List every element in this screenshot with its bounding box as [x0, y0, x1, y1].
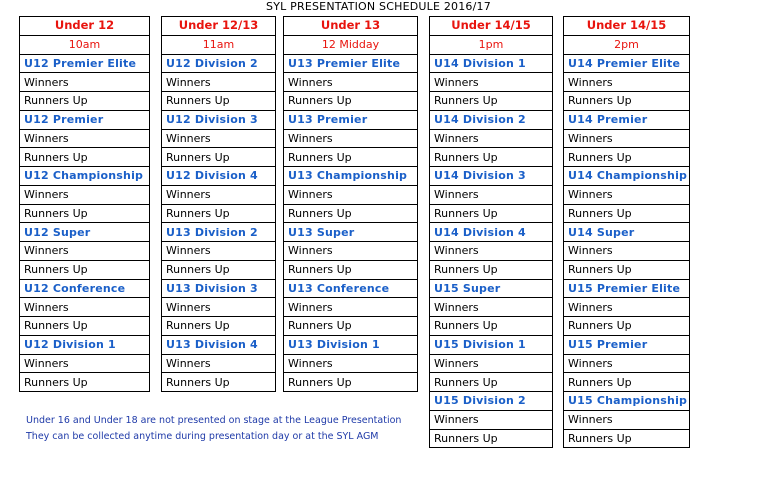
division-name: U15 Super	[430, 279, 553, 298]
runners-up-label: Runners Up	[20, 148, 150, 167]
runners-up-label: Runners Up	[430, 373, 553, 392]
division-name: U15 Premier	[564, 335, 690, 354]
runners-up-label: Runners Up	[430, 317, 553, 336]
winners-label: Winners	[162, 73, 276, 92]
division-name: U13 Division 3	[162, 279, 276, 298]
division-name: U12 Premier	[20, 110, 150, 129]
division-name: U14 Division 4	[430, 223, 553, 242]
division-name: U13 Championship	[284, 167, 418, 186]
winners-label: Winners	[564, 242, 690, 261]
schedule-column-under-12	[19, 16, 150, 392]
division-name: U14 Premier Elite	[564, 54, 690, 73]
division-name: U15 Premier Elite	[564, 279, 690, 298]
runners-up-label: Runners Up	[284, 373, 418, 392]
column-time: 11am	[162, 35, 276, 54]
winners-label: Winners	[284, 354, 418, 373]
division-name: U12 Division 3	[162, 110, 276, 129]
winners-label: Winners	[564, 354, 690, 373]
division-name: U14 Division 3	[430, 167, 553, 186]
runners-up-label: Runners Up	[564, 92, 690, 111]
winners-label: Winners	[564, 129, 690, 148]
division-name: U13 Super	[284, 223, 418, 242]
winners-label: Winners	[20, 73, 150, 92]
division-name: U13 Premier	[284, 110, 418, 129]
runners-up-label: Runners Up	[20, 260, 150, 279]
division-name: U12 Division 2	[162, 54, 276, 73]
runners-up-label: Runners Up	[564, 148, 690, 167]
division-name: U14 Premier	[564, 110, 690, 129]
division-name: U13 Conference	[284, 279, 418, 298]
runners-up-label: Runners Up	[162, 92, 276, 111]
winners-label: Winners	[430, 298, 553, 317]
runners-up-label: Runners Up	[162, 373, 276, 392]
winners-label: Winners	[20, 354, 150, 373]
schedule-column-under-14-15-2pm	[563, 16, 690, 448]
runners-up-label: Runners Up	[564, 317, 690, 336]
division-name: U12 Championship	[20, 167, 150, 186]
runners-up-label: Runners Up	[20, 204, 150, 223]
column-heading: Under 14/15	[564, 17, 690, 36]
winners-label: Winners	[20, 129, 150, 148]
division-name: U13 Premier Elite	[284, 54, 418, 73]
division-name: U14 Division 2	[430, 110, 553, 129]
column-heading: Under 14/15	[430, 17, 553, 36]
winners-label: Winners	[284, 129, 418, 148]
runners-up-label: Runners Up	[284, 260, 418, 279]
winners-label: Winners	[284, 185, 418, 204]
winners-label: Winners	[430, 410, 553, 429]
division-name: U14 Super	[564, 223, 690, 242]
schedule-title: SYL PRESENTATION SCHEDULE 2016/17	[266, 0, 491, 13]
division-name: U14 Division 1	[430, 54, 553, 73]
runners-up-label: Runners Up	[564, 260, 690, 279]
winners-label: Winners	[162, 129, 276, 148]
division-name: U15 Championship	[564, 392, 690, 411]
column-time: 10am	[20, 35, 150, 54]
winners-label: Winners	[162, 242, 276, 261]
winners-label: Winners	[162, 298, 276, 317]
winners-label: Winners	[564, 410, 690, 429]
runners-up-label: Runners Up	[20, 92, 150, 111]
winners-label: Winners	[284, 73, 418, 92]
runners-up-label: Runners Up	[20, 317, 150, 336]
winners-label: Winners	[20, 242, 150, 261]
schedule-column-under-13	[283, 16, 418, 392]
division-name: U12 Division 1	[20, 335, 150, 354]
runners-up-label: Runners Up	[162, 204, 276, 223]
schedule-column-under-12-13	[161, 16, 276, 392]
runners-up-label: Runners Up	[564, 429, 690, 448]
division-name: U12 Division 4	[162, 167, 276, 186]
division-name: U13 Division 1	[284, 335, 418, 354]
winners-label: Winners	[430, 354, 553, 373]
presentation-note	[26, 413, 401, 445]
runners-up-label: Runners Up	[284, 204, 418, 223]
column-heading: Under 12	[20, 17, 150, 36]
winners-label: Winners	[20, 298, 150, 317]
runners-up-label: Runners Up	[430, 148, 553, 167]
runners-up-label: Runners Up	[284, 148, 418, 167]
winners-label: Winners	[564, 73, 690, 92]
runners-up-label: Runners Up	[564, 373, 690, 392]
winners-label: Winners	[430, 242, 553, 261]
runners-up-label: Runners Up	[430, 429, 553, 448]
winners-label: Winners	[430, 129, 553, 148]
note-line-2: They can be collected anytime during presentation day or at the SYL AGM	[26, 431, 379, 442]
winners-label: Winners	[564, 185, 690, 204]
division-name: U12 Super	[20, 223, 150, 242]
note-line-1: Under 16 and Under 18 are not presented on stage at the League Presentation	[26, 415, 402, 426]
winners-label: Winners	[284, 242, 418, 261]
winners-label: Winners	[284, 298, 418, 317]
column-time: 12 Midday	[284, 35, 418, 54]
runners-up-label: Runners Up	[162, 260, 276, 279]
column-heading: Under 13	[284, 17, 418, 36]
runners-up-label: Runners Up	[430, 92, 553, 111]
runners-up-label: Runners Up	[20, 373, 150, 392]
runners-up-label: Runners Up	[162, 148, 276, 167]
schedule-column-under-14-15-1pm	[429, 16, 553, 448]
winners-label: Winners	[564, 298, 690, 317]
winners-label: Winners	[430, 73, 553, 92]
division-name: U13 Division 2	[162, 223, 276, 242]
runners-up-label: Runners Up	[430, 204, 553, 223]
runners-up-label: Runners Up	[284, 92, 418, 111]
division-name: U15 Division 1	[430, 335, 553, 354]
division-name: U14 Championship	[564, 167, 690, 186]
winners-label: Winners	[162, 185, 276, 204]
runners-up-label: Runners Up	[564, 204, 690, 223]
runners-up-label: Runners Up	[162, 317, 276, 336]
winners-label: Winners	[20, 185, 150, 204]
winners-label: Winners	[430, 185, 553, 204]
runners-up-label: Runners Up	[430, 260, 553, 279]
division-name: U12 Premier Elite	[20, 54, 150, 73]
column-time: 1pm	[430, 35, 553, 54]
division-name: U12 Conference	[20, 279, 150, 298]
division-name: U13 Division 4	[162, 335, 276, 354]
winners-label: Winners	[162, 354, 276, 373]
runners-up-label: Runners Up	[284, 317, 418, 336]
division-name: U15 Division 2	[430, 392, 553, 411]
column-heading: Under 12/13	[162, 17, 276, 36]
column-time: 2pm	[564, 35, 690, 54]
